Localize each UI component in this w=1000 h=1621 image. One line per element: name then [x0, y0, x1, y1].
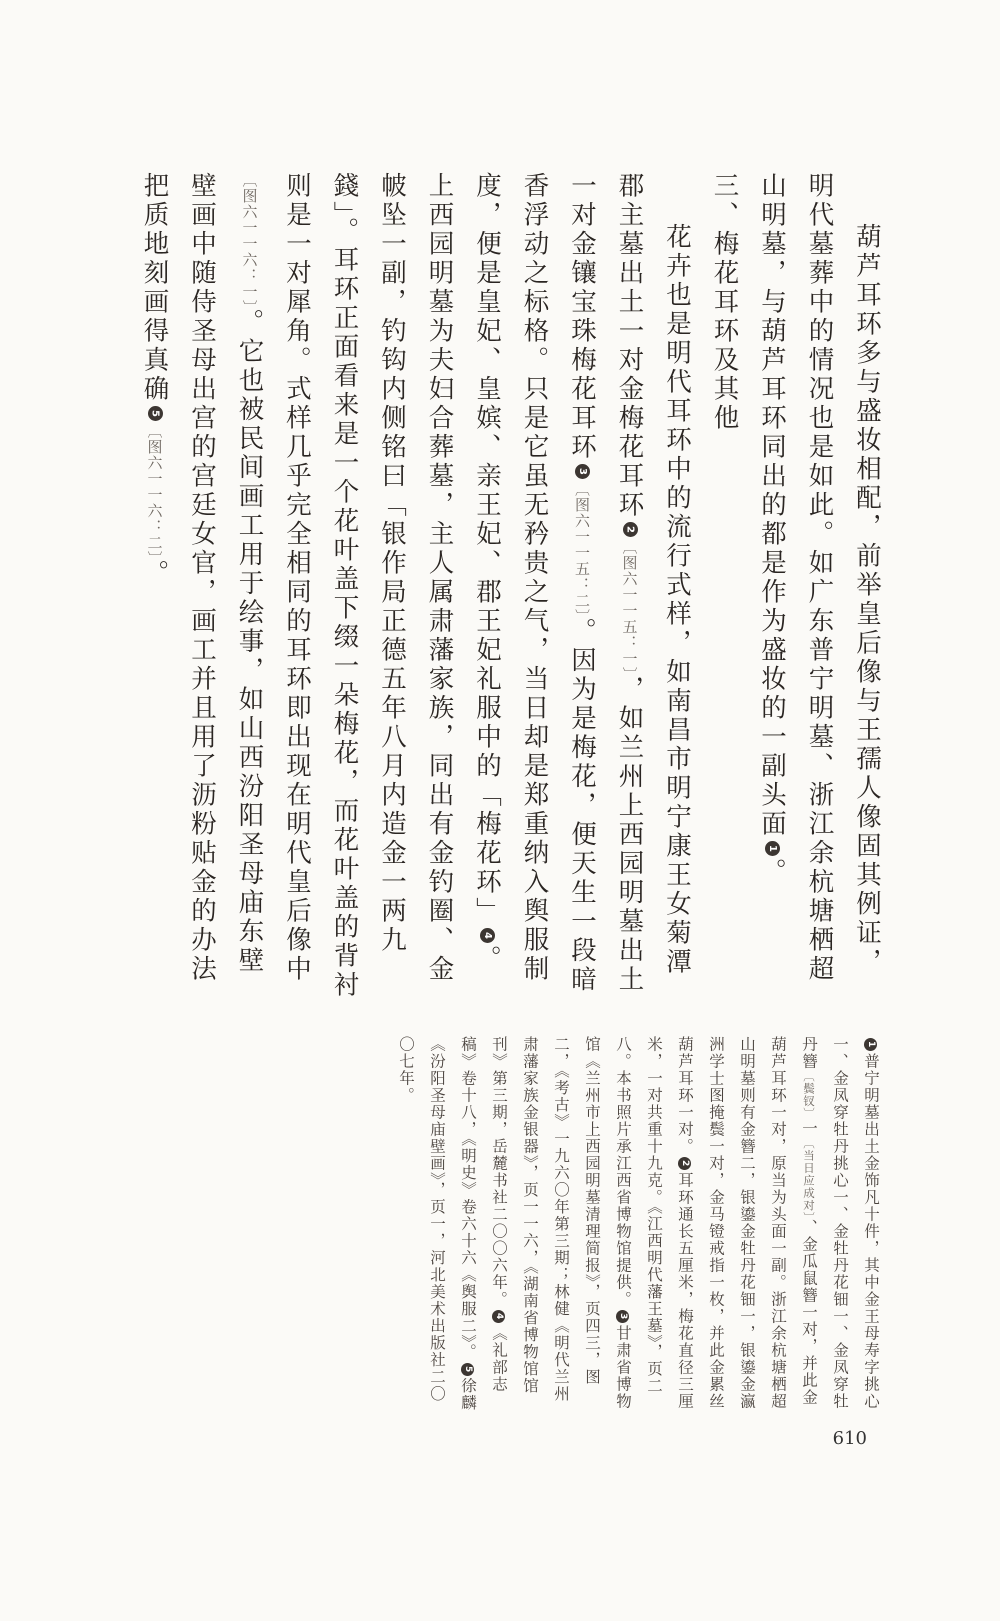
footnote-1 — [390, 1036, 886, 1414]
footnote-annotation: 〔当日应成对〕 — [802, 1137, 816, 1219]
paragraph-text: 。因为是梅花，便天生一段暗香浮动之标格。只是它虽无矜贵之气，当日却是郑重纳入舆服制度，便是皇妃、皇嫔、亲王妃、郡王妃礼服中的「梅花环」 — [472, 172, 597, 995]
footnote-text: 一 — [800, 1120, 818, 1137]
main-text-column-block — [130, 172, 890, 1002]
footnote-text: 《礼部志稿》卷十八，《明史》卷六十六《舆服二》。 — [459, 1036, 508, 1393]
figure-reference: 〔图六一一六：一〕 — [240, 172, 259, 309]
paragraph-text: 。它也被民间画工用于绘事，如山西汾阳圣母庙东壁壁画中随侍圣母出宫的宫廷女官，画工并且用了沥粉贴金的办法把质地刻画得真确 — [139, 172, 265, 984]
paragraph-gourd-earrings — [748, 172, 891, 1002]
paragraph-text: 葫芦耳环多与盛妆相配，前举皇后像与王孺人像固其例证，明代墓葬中的情况也是如此。如广东普宁明墓、浙江余杭塘栖超山明墓，与葫芦耳环同出的都是作为盛妆的一副头面 — [757, 172, 882, 984]
section-heading: 三、梅花耳环及其他 — [709, 172, 740, 433]
footnote-text: 、金瓜鼠簪一对，并此金葫芦耳环一对，原当为头面一副。浙江余杭塘栖超山明墓则有金簪二，银鎏金牡丹花钿一，银鎏金瀛洲学士图掩鬓一对，金马镫戒指一枚，并此金累丝葫芦耳环一对。 — [676, 1036, 818, 1410]
footnote-marker-2[interactable]: 2 — [623, 522, 638, 537]
paragraph-plum-earrings — [130, 172, 700, 1002]
footnotes-block — [306, 1036, 886, 1414]
paragraph-text: 花卉也是明代耳环中的流行式样，如南昌市明宁康王女菊潭郡主墓出土一对金梅花耳环 — [614, 172, 692, 977]
footnote-number-5: 5 — [461, 1363, 474, 1376]
footnote-number-3: 3 — [616, 1310, 629, 1323]
footnote-marker-4[interactable]: 4 — [480, 928, 495, 943]
footnote-text: 普宁明墓出土金饰凡十件，其中金王母寿字挑心一、金凤穿牡丹挑心一、金牡丹花钿一、金凤穿牡丹簪 — [800, 1036, 880, 1410]
footnote-number-1: 1 — [864, 1038, 877, 1051]
footnote-text: 徐麟《汾阳圣母庙壁画》，页一，河北美术出版社二〇〇七年。 — [397, 1036, 477, 1412]
figure-reference: 〔图六一一五：二〕 — [573, 481, 591, 618]
footnote-marker-1[interactable]: 1 — [765, 841, 780, 856]
paragraph-text: 。上西园明墓为夫妇合葬墓，主人属肃藩家族，同出有金钓圈、金帔坠一副，钓钩内侧铭曰「银作局正德五年八月内造金一两九錢」。耳环正面看来是一个花叶盖下缀一朵梅花，而花叶盖的背衬则是一对犀角。式样几乎完全相同的耳环即出现在明代皇后像中 — [282, 172, 502, 1001]
footnote-text: 甘肃省博物馆《兰州市上西园明墓清理简报》，页四三，图二，《考古》一九六〇年第三期；林健《明代兰州肃藩家族金银器》，页一一六，《湖南省博物馆馆刊》第三期，岳麓书社二〇〇六年。 — [490, 1036, 632, 1410]
footnote-number-2: 2 — [678, 1157, 691, 1170]
footnote-number-4: 4 — [492, 1310, 505, 1323]
figure-reference: 〔图六一一六：二〕 — [145, 423, 164, 560]
footnote-marker-3[interactable]: 3 — [575, 464, 590, 479]
page-number: 610 — [832, 1428, 867, 1449]
paragraph-text: ，如兰州上西园明墓出土一对金镶宝珠梅花耳环 — [567, 172, 645, 995]
paragraph-text: 。 — [757, 858, 787, 887]
paragraph-text: 。 — [139, 559, 170, 589]
footnote-annotation: 〔鬓钗〕 — [802, 1070, 816, 1120]
footnote-marker-5[interactable]: 5 — [148, 406, 163, 421]
footnote-text: 耳环通长五厘米，梅花直径三厘米，一对共重十九克。《江西明代藩王墓》，页二八。本书照片承江西省博物馆提供。 — [614, 1036, 694, 1410]
figure-reference: 〔图六一一五：一〕 — [620, 539, 639, 676]
